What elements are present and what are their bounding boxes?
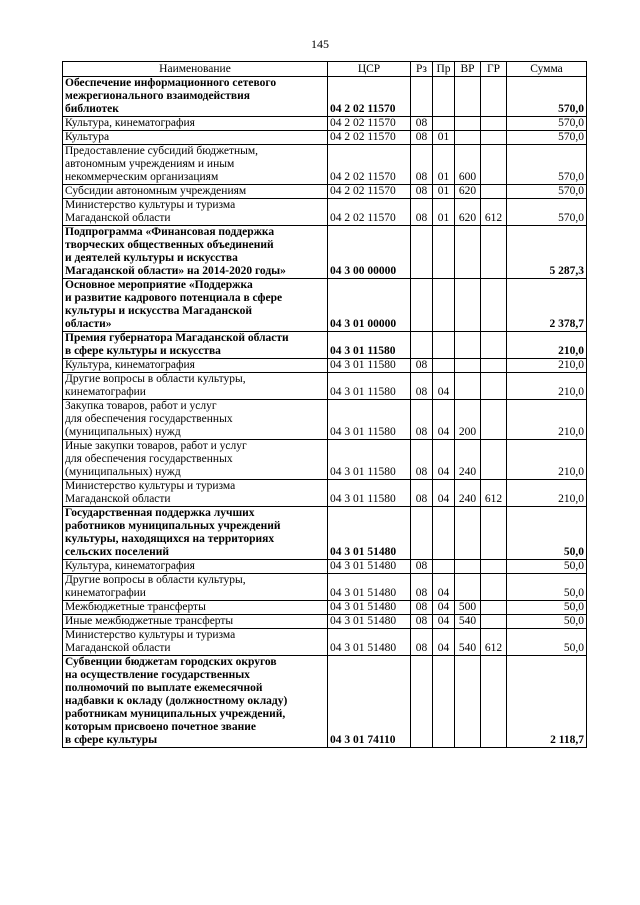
row-gr xyxy=(481,615,507,629)
row-name xyxy=(63,185,328,199)
row-name xyxy=(63,601,328,615)
row-pr xyxy=(433,332,455,359)
table-row xyxy=(63,615,587,629)
row-rz: 08 xyxy=(411,480,433,507)
row-name xyxy=(63,145,328,185)
row-rz: 08 xyxy=(411,199,433,226)
row-name-line: для обеспечения государственных xyxy=(65,453,233,465)
row-vr xyxy=(455,574,481,601)
row-name-line: Основное мероприятие «Поддержка xyxy=(65,279,253,291)
row-name-line: которым присвоено почетное звание xyxy=(65,721,257,733)
row-name-line: библиотек xyxy=(65,103,119,115)
table-row xyxy=(63,145,587,185)
row-name-line: сельских поселений xyxy=(65,546,170,558)
row-name-line: Межбюджетные трансферты xyxy=(65,601,206,613)
row-gr xyxy=(481,332,507,359)
row-rz xyxy=(411,656,433,748)
row-name-line: некоммерческим организациям xyxy=(65,171,219,183)
row-gr: 612 xyxy=(481,480,507,507)
row-gr xyxy=(481,279,507,332)
row-sum: 570,0 xyxy=(507,131,587,145)
row-name-line: в сфере культуры xyxy=(65,734,158,746)
row-rz: 08 xyxy=(411,615,433,629)
table-row xyxy=(63,77,587,117)
row-name-line: и деятелей культуры и искусства xyxy=(65,252,238,264)
row-rz xyxy=(411,279,433,332)
row-csr: 04 3 01 51480 xyxy=(328,507,411,560)
row-pr: 04 xyxy=(433,629,455,656)
row-sum: 50,0 xyxy=(507,629,587,656)
row-name xyxy=(63,226,328,279)
row-name-line: работников муниципальных учреждений xyxy=(65,520,281,532)
row-gr xyxy=(481,574,507,601)
row-pr: 01 xyxy=(433,185,455,199)
row-gr xyxy=(481,656,507,748)
row-vr: 620 xyxy=(455,185,481,199)
row-csr: 04 2 02 11570 xyxy=(328,185,411,199)
row-name xyxy=(63,507,328,560)
row-rz: 08 xyxy=(411,185,433,199)
row-pr: 01 xyxy=(433,145,455,185)
row-name xyxy=(63,117,328,131)
row-rz: 08 xyxy=(411,560,433,574)
row-csr: 04 3 01 11580 xyxy=(328,332,411,359)
row-name-line: Подпрограмма «Финансовая поддержка xyxy=(65,226,275,238)
table-row xyxy=(63,601,587,615)
row-gr xyxy=(481,359,507,373)
row-csr: 04 3 01 11580 xyxy=(328,400,411,440)
row-csr: 04 2 02 11570 xyxy=(328,77,411,117)
row-name-line: Министерство культуры и туризма xyxy=(65,199,236,211)
row-sum: 50,0 xyxy=(507,574,587,601)
row-sum: 210,0 xyxy=(507,373,587,400)
row-sum: 570,0 xyxy=(507,117,587,131)
table-row xyxy=(63,574,587,601)
row-vr xyxy=(455,226,481,279)
row-vr: 200 xyxy=(455,400,481,440)
row-sum: 570,0 xyxy=(507,145,587,185)
table-row xyxy=(63,359,587,373)
table-row xyxy=(63,629,587,656)
table-row xyxy=(63,279,587,332)
row-name-line: полномочий по выплате ежемесячной xyxy=(65,682,263,694)
row-gr xyxy=(481,117,507,131)
row-name-line: Предоставление субсидий бюджетным, xyxy=(65,145,259,157)
row-vr xyxy=(455,373,481,400)
row-rz: 08 xyxy=(411,131,433,145)
row-name-line: Субвенции бюджетам городских округов xyxy=(65,656,277,668)
row-csr: 04 2 02 11570 xyxy=(328,117,411,131)
row-name-line: кинематографии xyxy=(65,587,146,599)
row-vr xyxy=(455,131,481,145)
row-gr xyxy=(481,440,507,480)
row-vr xyxy=(455,279,481,332)
row-rz: 08 xyxy=(411,574,433,601)
header-name: Наименование xyxy=(63,62,328,77)
header-rz: Рз xyxy=(411,62,433,77)
row-csr: 04 2 02 11570 xyxy=(328,145,411,185)
table-body xyxy=(63,77,587,748)
row-name-line: Магаданской области xyxy=(65,642,171,654)
row-sum: 50,0 xyxy=(507,615,587,629)
row-gr xyxy=(481,601,507,615)
row-name xyxy=(63,279,328,332)
row-name-line: Культура xyxy=(65,131,110,143)
row-name-line: Обеспечение информационного сетевого xyxy=(65,77,277,89)
row-vr xyxy=(455,77,481,117)
row-pr xyxy=(433,359,455,373)
row-name-line: и развитие кадрового потенциала в сфере xyxy=(65,292,283,304)
row-name xyxy=(63,656,328,748)
row-pr: 04 xyxy=(433,480,455,507)
row-name-line: автономным учреждениям и иным xyxy=(65,158,235,170)
row-csr: 04 3 01 11580 xyxy=(328,359,411,373)
row-rz xyxy=(411,507,433,560)
row-name-line: надбавки к окладу (должностному окладу) xyxy=(65,695,288,707)
row-sum: 210,0 xyxy=(507,440,587,480)
row-csr: 04 3 01 11580 xyxy=(328,480,411,507)
row-csr: 04 3 00 00000 xyxy=(328,226,411,279)
row-name-line: Магаданской области xyxy=(65,212,171,224)
row-name xyxy=(63,359,328,373)
row-gr xyxy=(481,507,507,560)
row-name-line: Премия губернатора Магаданской области xyxy=(65,332,289,344)
row-name-line: Субсидии автономным учреждениям xyxy=(65,185,247,197)
row-name xyxy=(63,629,328,656)
row-name-line: Магаданской области» на 2014-2020 годы» xyxy=(65,265,286,277)
row-name-line: культуры, находящихся на территориях xyxy=(65,533,275,545)
row-pr xyxy=(433,117,455,131)
row-gr xyxy=(481,131,507,145)
row-name-line: в сфере культуры и искусства xyxy=(65,345,221,357)
row-csr: 04 3 01 11580 xyxy=(328,373,411,400)
row-rz: 08 xyxy=(411,359,433,373)
row-sum: 210,0 xyxy=(507,359,587,373)
row-sum: 570,0 xyxy=(507,185,587,199)
row-pr: 04 xyxy=(433,601,455,615)
row-sum: 2 118,7 xyxy=(507,656,587,748)
row-gr xyxy=(481,373,507,400)
row-name-line: Иные межбюджетные трансферты xyxy=(65,615,234,627)
row-vr: 240 xyxy=(455,440,481,480)
row-gr: 612 xyxy=(481,199,507,226)
header-csr: ЦСР xyxy=(328,62,411,77)
row-vr: 600 xyxy=(455,145,481,185)
row-sum: 50,0 xyxy=(507,601,587,615)
header-vr: ВР xyxy=(455,62,481,77)
row-rz xyxy=(411,226,433,279)
row-name-line: Магаданской области xyxy=(65,493,171,505)
row-pr: 04 xyxy=(433,615,455,629)
row-name-line: работникам муниципальных учреждений, xyxy=(65,708,286,720)
row-pr xyxy=(433,560,455,574)
row-gr: 612 xyxy=(481,629,507,656)
row-name xyxy=(63,199,328,226)
table-row xyxy=(63,656,587,748)
row-csr: 04 3 01 00000 xyxy=(328,279,411,332)
row-csr: 04 3 01 51480 xyxy=(328,574,411,601)
table-row xyxy=(63,199,587,226)
row-pr xyxy=(433,279,455,332)
row-name-line: Другие вопросы в области культуры, xyxy=(65,574,246,586)
table-row xyxy=(63,332,587,359)
row-sum: 2 378,7 xyxy=(507,279,587,332)
row-name-line: Министерство культуры и туризма xyxy=(65,480,236,492)
row-csr: 04 3 01 51480 xyxy=(328,560,411,574)
row-pr: 04 xyxy=(433,373,455,400)
table-row xyxy=(63,373,587,400)
row-pr xyxy=(433,656,455,748)
row-name-line: для обеспечения государственных xyxy=(65,413,233,425)
row-sum: 50,0 xyxy=(507,507,587,560)
row-pr xyxy=(433,226,455,279)
row-rz: 08 xyxy=(411,145,433,185)
row-gr xyxy=(481,400,507,440)
row-name-line: кинематографии xyxy=(65,386,146,398)
row-name xyxy=(63,400,328,440)
table-row xyxy=(63,226,587,279)
table-row xyxy=(63,131,587,145)
row-sum: 5 287,3 xyxy=(507,226,587,279)
row-csr: 04 3 01 51480 xyxy=(328,601,411,615)
row-name-line: области» xyxy=(65,318,112,330)
budget-table xyxy=(62,61,587,748)
row-rz: 08 xyxy=(411,440,433,480)
row-csr: 04 2 02 11570 xyxy=(328,131,411,145)
table-row xyxy=(63,440,587,480)
row-vr: 540 xyxy=(455,629,481,656)
row-csr: 04 2 02 11570 xyxy=(328,199,411,226)
header-sum: Сумма xyxy=(507,62,587,77)
row-vr xyxy=(455,656,481,748)
row-gr xyxy=(481,560,507,574)
row-pr xyxy=(433,507,455,560)
row-rz xyxy=(411,77,433,117)
row-name xyxy=(63,77,328,117)
row-name xyxy=(63,440,328,480)
row-vr: 240 xyxy=(455,480,481,507)
table-row xyxy=(63,185,587,199)
header-pr: Пр xyxy=(433,62,455,77)
row-rz: 08 xyxy=(411,400,433,440)
table-row xyxy=(63,117,587,131)
page-number: 145 xyxy=(311,37,329,51)
row-name xyxy=(63,574,328,601)
row-name xyxy=(63,131,328,145)
row-name-line: (муниципальных) нужд xyxy=(65,466,181,478)
row-pr: 04 xyxy=(433,440,455,480)
row-gr xyxy=(481,185,507,199)
header-gr: ГР xyxy=(481,62,507,77)
row-rz: 08 xyxy=(411,629,433,656)
row-rz xyxy=(411,332,433,359)
row-name-line: на осуществление государственных xyxy=(65,669,250,681)
row-sum: 570,0 xyxy=(507,77,587,117)
row-name xyxy=(63,560,328,574)
row-rz: 08 xyxy=(411,117,433,131)
row-name-line: (муниципальных) нужд xyxy=(65,426,181,438)
row-name-line: Закупка товаров, работ и услуг xyxy=(65,400,217,412)
row-name-line: Культура, кинематография xyxy=(65,117,195,129)
row-sum: 210,0 xyxy=(507,480,587,507)
row-sum: 210,0 xyxy=(507,400,587,440)
row-gr xyxy=(481,145,507,185)
row-csr: 04 3 01 51480 xyxy=(328,615,411,629)
table-row xyxy=(63,480,587,507)
row-name-line: Культура, кинематография xyxy=(65,359,195,371)
row-pr: 01 xyxy=(433,199,455,226)
row-gr xyxy=(481,226,507,279)
table-row xyxy=(63,400,587,440)
row-pr: 04 xyxy=(433,400,455,440)
table-header-row xyxy=(63,62,587,77)
row-vr xyxy=(455,507,481,560)
row-name xyxy=(63,615,328,629)
table-row xyxy=(63,560,587,574)
row-vr xyxy=(455,117,481,131)
row-vr: 540 xyxy=(455,615,481,629)
row-name-line: творческих общественных объединений xyxy=(65,239,274,251)
row-name-line: культуры и искусства Магаданской xyxy=(65,305,253,317)
row-rz: 08 xyxy=(411,373,433,400)
row-name xyxy=(63,332,328,359)
row-name-line: Культура, кинематография xyxy=(65,560,195,572)
row-pr: 01 xyxy=(433,131,455,145)
row-name xyxy=(63,480,328,507)
row-sum: 210,0 xyxy=(507,332,587,359)
table-row xyxy=(63,507,587,560)
row-name-line: Государственная поддержка лучших xyxy=(65,507,255,519)
row-csr: 04 3 01 51480 xyxy=(328,629,411,656)
row-gr xyxy=(481,77,507,117)
row-csr: 04 3 01 11580 xyxy=(328,440,411,480)
row-rz: 08 xyxy=(411,601,433,615)
row-name-line: Министерство культуры и туризма xyxy=(65,629,236,641)
row-vr xyxy=(455,332,481,359)
row-vr: 620 xyxy=(455,199,481,226)
row-vr xyxy=(455,560,481,574)
row-name-line: Другие вопросы в области культуры, xyxy=(65,373,246,385)
row-csr: 04 3 01 74110 xyxy=(328,656,411,748)
row-vr xyxy=(455,359,481,373)
row-pr xyxy=(433,77,455,117)
row-name-line: межрегионального взаимодействия xyxy=(65,90,250,102)
row-name xyxy=(63,373,328,400)
row-pr: 04 xyxy=(433,574,455,601)
row-vr: 500 xyxy=(455,601,481,615)
row-sum: 50,0 xyxy=(507,560,587,574)
row-sum: 570,0 xyxy=(507,199,587,226)
row-name-line: Иные закупки товаров, работ и услуг xyxy=(65,440,247,452)
